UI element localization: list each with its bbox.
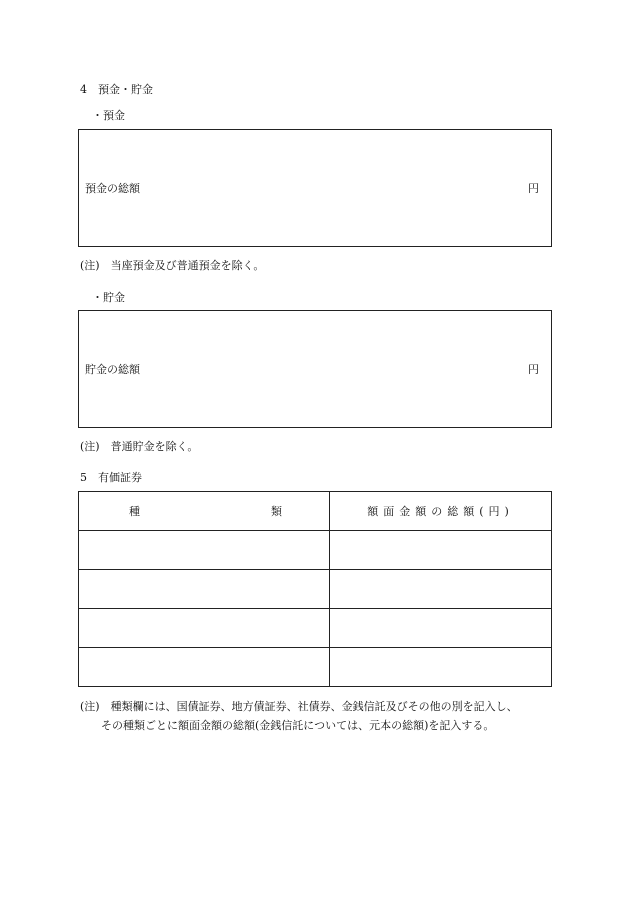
table-row bbox=[79, 531, 552, 570]
amount-cell[interactable] bbox=[330, 570, 552, 609]
deposit-subheading: ・預金 bbox=[92, 109, 125, 122]
securities-table bbox=[78, 491, 552, 687]
savings-yen-unit: 円 bbox=[528, 363, 539, 376]
type-header-char-1: 種 bbox=[129, 505, 140, 518]
deposit-yen-unit: 円 bbox=[528, 182, 539, 195]
securities-note-line-2: その種類ごとに額面金額の総額(金銭信託については、元本の総額)を記入する。 bbox=[101, 719, 495, 732]
type-header-char-2: 類 bbox=[271, 505, 282, 518]
table-row bbox=[79, 648, 552, 687]
table-row bbox=[79, 609, 552, 648]
type-cell[interactable] bbox=[79, 531, 330, 570]
deposit-note: (注) 当座預金及び普通預金を除く。 bbox=[80, 259, 265, 272]
type-cell[interactable] bbox=[79, 570, 330, 609]
amount-cell[interactable] bbox=[330, 531, 552, 570]
savings-total-box bbox=[78, 310, 552, 428]
table-row bbox=[79, 570, 552, 609]
type-cell[interactable] bbox=[79, 609, 330, 648]
amount-cell[interactable] bbox=[330, 609, 552, 648]
amount-cell[interactable] bbox=[330, 648, 552, 687]
type-column-header bbox=[79, 492, 330, 531]
savings-subheading: ・貯金 bbox=[92, 291, 125, 304]
section-4-heading: 4 預金・貯金 bbox=[80, 83, 153, 96]
face-value-total-column-header: 額面金額の総額(円) bbox=[330, 492, 552, 531]
type-cell[interactable] bbox=[79, 648, 330, 687]
section-5-heading: 5 有価証券 bbox=[80, 471, 142, 484]
savings-note: (注) 普通貯金を除く。 bbox=[80, 440, 199, 453]
securities-note-line-1: (注) 種類欄には、国債証券、地方債証券、社債券、金銭信託及びその他の別を記入し、 bbox=[80, 700, 518, 713]
savings-total-label: 貯金の総額 bbox=[85, 363, 140, 376]
deposit-total-box bbox=[78, 129, 552, 247]
securities-table-header bbox=[79, 492, 552, 531]
deposit-total-label: 預金の総額 bbox=[85, 182, 140, 195]
